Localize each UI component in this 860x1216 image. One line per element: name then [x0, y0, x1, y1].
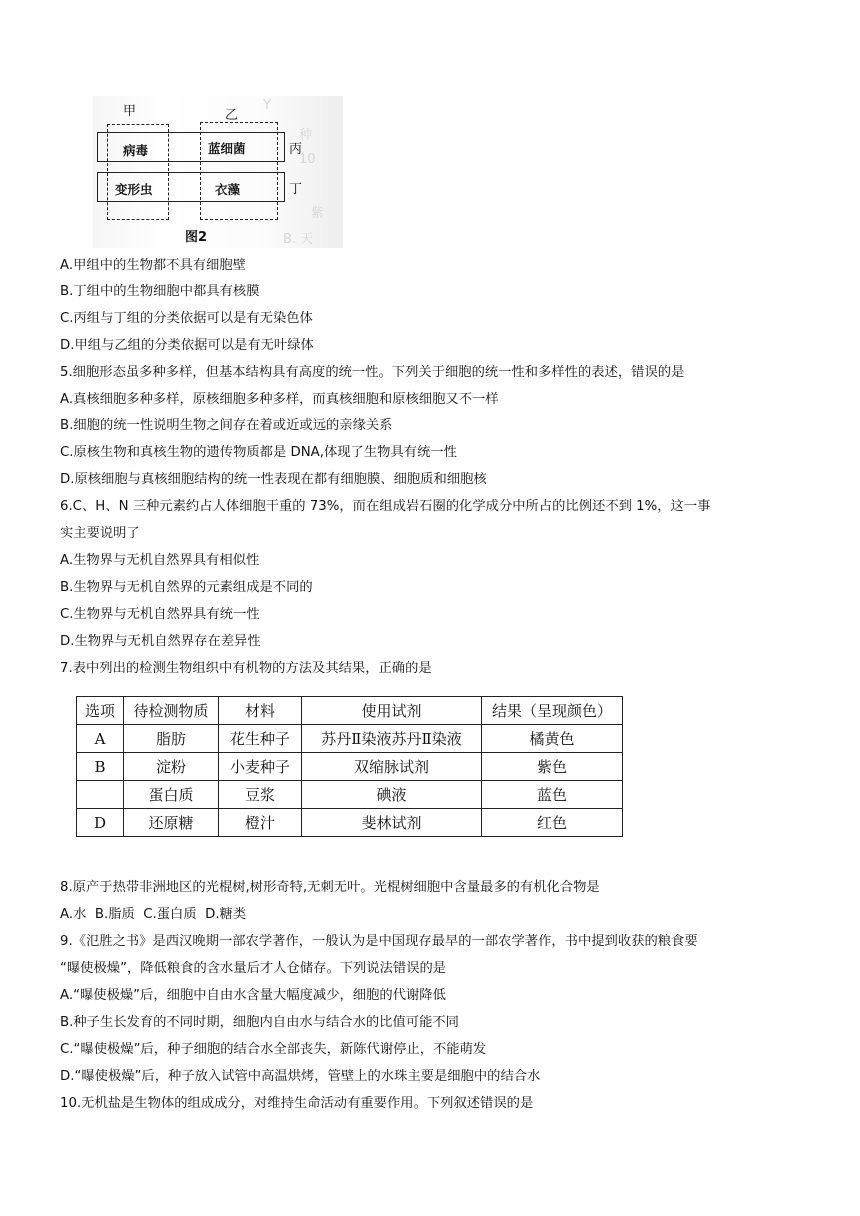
q4-option-c: C.丙组与丁组的分类依据可以是有无染色体 [60, 311, 313, 326]
organism-chlamydomonas: 衣藻 [215, 182, 241, 197]
table-row [77, 725, 623, 753]
q6-option-a: A.生物界与无机自然界具有相似性 [60, 553, 260, 568]
table-cell: 脂肪 [124, 725, 219, 753]
q4-option-d: D.甲组与乙组的分类依据可以是有无叶绿体 [60, 338, 314, 353]
table-cell: 双缩脉试剂 [302, 753, 482, 781]
table-cell: 花生种子 [219, 725, 302, 753]
figure-label-yi: 乙 [225, 108, 239, 123]
table-cell [77, 781, 124, 809]
table-header-cell: 选项 [77, 697, 124, 725]
organism-amoeba: 变形虫 [115, 182, 153, 197]
q7-stem: 7.表中列出的检测生物组织中有机物的方法及其结果，正确的是 [60, 661, 432, 676]
q9-stem-line-2: “曝使极燥”，降低粮食的含水量后才人仓储存。下列说法错误的是 [60, 961, 447, 976]
q6-stem-line-2: 实主要说明了 [60, 526, 140, 541]
table-cell: 橙汁 [219, 809, 302, 837]
q4-option-a: A.甲组中的生物都不具有细胞壁 [60, 258, 246, 273]
table-cell: 苏丹Ⅱ染液苏丹Ⅱ染液 [302, 725, 482, 753]
table-cell: 豆浆 [219, 781, 302, 809]
q10-stem: 10.无机盐是生物体的组成成分，对维持生命活动有重要作用。下列叙述错误的是 [60, 1096, 534, 1111]
table-cell: 斐林试剂 [302, 809, 482, 837]
table-header-row [77, 697, 623, 725]
table-row [77, 753, 623, 781]
table-cell: 还原糖 [124, 809, 219, 837]
table-row [77, 809, 623, 837]
table-cell: A [77, 725, 124, 753]
table-cell: 碘液 [302, 781, 482, 809]
table-cell: 小麦种子 [219, 753, 302, 781]
q6-option-c: C.生物界与无机自然界具有统一性 [60, 607, 260, 622]
q9-option-c: C.“曝使极燥”后，种子细胞的结合水全部丧失，新陈代谢停止，不能萌发 [60, 1042, 487, 1057]
table-cell: D [77, 809, 124, 837]
q5-option-b: B.细胞的统一性说明生物之间存在着或近或远的亲缘关系 [60, 418, 393, 433]
table-cell: 紫色 [482, 753, 623, 781]
q5-option-d: D.原核细胞与真核细胞结构的统一性表现在都有细胞膜、细胞质和细胞核 [60, 472, 487, 487]
q5-stem: 5.细胞形态虽多种多样，但基本结构具有高度的统一性。下列关于细胞的统一性和多样性的表述，错误的是 [60, 365, 685, 380]
figure-label-jia: 甲 [123, 104, 137, 119]
q5-option-c: C.原核生物和真核生物的遗传物质都是 DNA,体现了生物具有统一性 [60, 445, 457, 460]
organism-virus: 病毒 [123, 143, 149, 158]
table-header-cell: 使用试剂 [302, 697, 482, 725]
q5-option-a: A.真核细胞多种多样，原核细胞多种多样，而真核细胞和原核细胞又不一样 [60, 392, 499, 407]
q6-option-b: B.生物界与无机自然界的元素组成是不同的 [60, 580, 313, 595]
table-cell: B [77, 753, 124, 781]
q8-options: A.水 B.脂质 C.蛋白质 D.糖类 [60, 907, 247, 922]
q9-option-d: D.“曝使极燥”后，种子放入试管中高温烘烤，管壁上的水珠主要是细胞中的结合水 [60, 1069, 541, 1084]
q9-stem-line-1: 9.《氾胜之书》是西汉晚期一部农学著作，一般认为是中国现存最早的一部农学著作，书中提到收获的粮食要 [60, 934, 698, 949]
table-cell: 蓝色 [482, 781, 623, 809]
q6-stem-line-1: 6.C、H、N 三种元素约占人体细胞干重的 73%，而在组成岩石圈的化学成分中所占的比例还不到 1%，这一事 [60, 499, 711, 514]
table-header-cell: 结果（呈现颜色） [482, 697, 623, 725]
figure-classification-diagram: Y 种 10 紫 B. 天 甲 乙 丙 丁 病毒 蓝细菌 变形虫 衣藻 图2 [93, 96, 343, 248]
q8-stem: 8.原产于热带非洲地区的光棍树,树形奇特,无刺无叶。光棍树细胞中含量最多的有机化合物是 [60, 880, 600, 895]
table-cell: 橘黄色 [482, 725, 623, 753]
q9-option-a: A.“曝使极燥”后，细胞中自由水含量大幅度减少，细胞的代谢降低 [60, 988, 446, 1003]
table-cell: 红色 [482, 809, 623, 837]
q9-option-b: B.种子生长发育的不同时期，细胞内自由水与结合水的比值可能不同 [60, 1015, 459, 1030]
table-row [77, 781, 623, 809]
q6-option-d: D.生物界与无机自然界存在差异性 [60, 634, 261, 649]
table-header-cell: 待检测物质 [124, 697, 219, 725]
table-header-cell: 材料 [219, 697, 302, 725]
figure-label-bing: 丙 [289, 142, 303, 157]
organism-cyanobacteria: 蓝细菌 [208, 141, 246, 156]
figure-caption: 图2 [185, 230, 208, 245]
q7-detection-table [76, 696, 623, 837]
q4-option-b: B.丁组中的生物细胞中都具有核膜 [60, 284, 260, 299]
table-cell: 蛋白质 [124, 781, 219, 809]
table-cell: 淀粉 [124, 753, 219, 781]
figure-label-ding: 丁 [289, 182, 303, 197]
